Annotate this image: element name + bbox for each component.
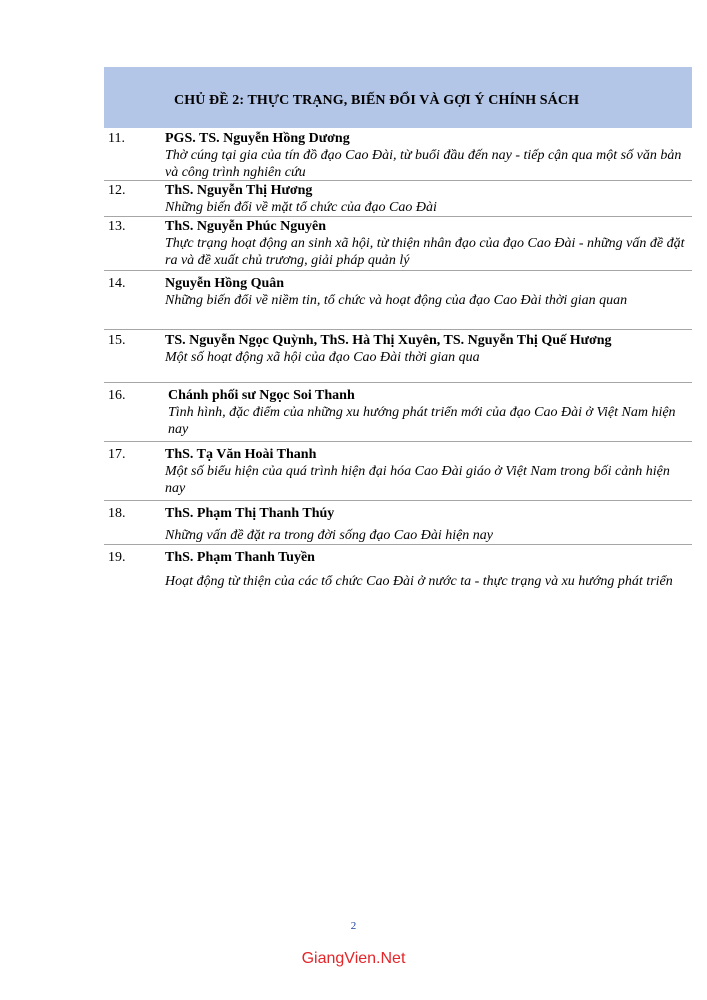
toc-entry — [104, 271, 692, 330]
entry-number: 12. — [108, 183, 126, 198]
toc-entry — [104, 383, 692, 442]
entry-number: 11. — [108, 131, 125, 146]
entry-body — [165, 549, 692, 615]
entry-title: Những vấn đề đặt ra trong đời sống đạo Cao Đài hiện nay — [165, 528, 494, 543]
entry-number: 14. — [108, 276, 126, 291]
entry-body — [165, 130, 692, 180]
entry-number: 15. — [108, 333, 126, 348]
entry-number: 17. — [108, 447, 126, 462]
entry-author: PGS. TS. Nguyễn Hồng Dương — [165, 131, 350, 146]
entry-body — [165, 332, 692, 382]
entry-author: ThS. Phạm Thị Thanh Thúy — [165, 506, 335, 521]
entry-body — [165, 387, 692, 441]
entry-body — [165, 275, 692, 329]
entry-body — [165, 182, 692, 216]
entry-title: Tình hình, đặc điểm của những xu hướng phát triển mới của đạo Cao Đài ở Việt Nam hiện nay — [168, 405, 676, 437]
watermark: GiangVien.Net — [301, 950, 406, 967]
toc-entry — [104, 181, 692, 217]
entry-author: ThS. Nguyễn Phúc Nguyên — [165, 219, 327, 234]
page-number: 2 — [350, 920, 357, 932]
entry-author: Nguyễn Hồng Quân — [165, 276, 285, 291]
entry-author: Chánh phối sư Ngọc Soi Thanh — [168, 388, 355, 403]
entry-title: Thực trạng hoạt động an sinh xã hội, từ thiện nhân đạo của đạo Cao Đài - những vấn đề đặt ra và đề xuất chủ trương, giải pháp quản lý — [165, 236, 685, 268]
entry-number: 18. — [108, 506, 126, 521]
toc-entry — [104, 128, 692, 181]
toc-entry — [104, 217, 692, 271]
entry-author: ThS. Phạm Thanh Tuyền — [165, 550, 315, 565]
entry-title: Thờ cúng tại gia của tín đồ đạo Cao Đài, từ buổi đầu đến nay - tiếp cận qua một số văn bản và công trình nghiên cứu — [165, 148, 682, 180]
entry-title: Hoạt động từ thiện của các tổ chức Cao Đài ở nước ta - thực trạng và xu hướng phát triển — [165, 574, 673, 589]
entry-author: ThS. Tạ Văn Hoài Thanh — [165, 447, 317, 462]
toc-entry — [104, 545, 692, 615]
entry-body — [165, 446, 692, 500]
entry-number: 13. — [108, 219, 126, 234]
entry-title: Những biến đổi về mặt tổ chức của đạo Cao Đài — [165, 200, 437, 215]
toc-entry — [104, 501, 692, 545]
entry-title: Một số hoạt động xã hội của đạo Cao Đài thời gian qua — [165, 350, 480, 365]
entry-title: Những biến đổi về niềm tin, tổ chức và hoạt động của đạo Cao Đài thời gian quan — [165, 293, 628, 308]
entry-author: ThS. Nguyễn Thị Hương — [165, 183, 313, 198]
entry-body — [165, 505, 692, 544]
toc-entry — [104, 442, 692, 501]
table-of-contents — [104, 67, 692, 615]
toc-entry — [104, 330, 692, 383]
entry-number: 19. — [108, 550, 126, 565]
section-title: CHỦ ĐỀ 2: THỰC TRẠNG, BIẾN ĐỔI VÀ GỢI Ý CHÍNH SÁCH — [104, 67, 692, 128]
entry-body — [165, 218, 692, 270]
entry-author: TS. Nguyễn Ngọc Quỳnh, ThS. Hà Thị Xuyên, TS. Nguyễn Thị Quế Hương — [165, 333, 612, 348]
entry-number: 16. — [108, 388, 126, 403]
entry-title: Một số biểu hiện của quá trình hiện đại hóa Cao Đài giáo ở Việt Nam trong bối cảnh hiện nay — [165, 464, 670, 496]
